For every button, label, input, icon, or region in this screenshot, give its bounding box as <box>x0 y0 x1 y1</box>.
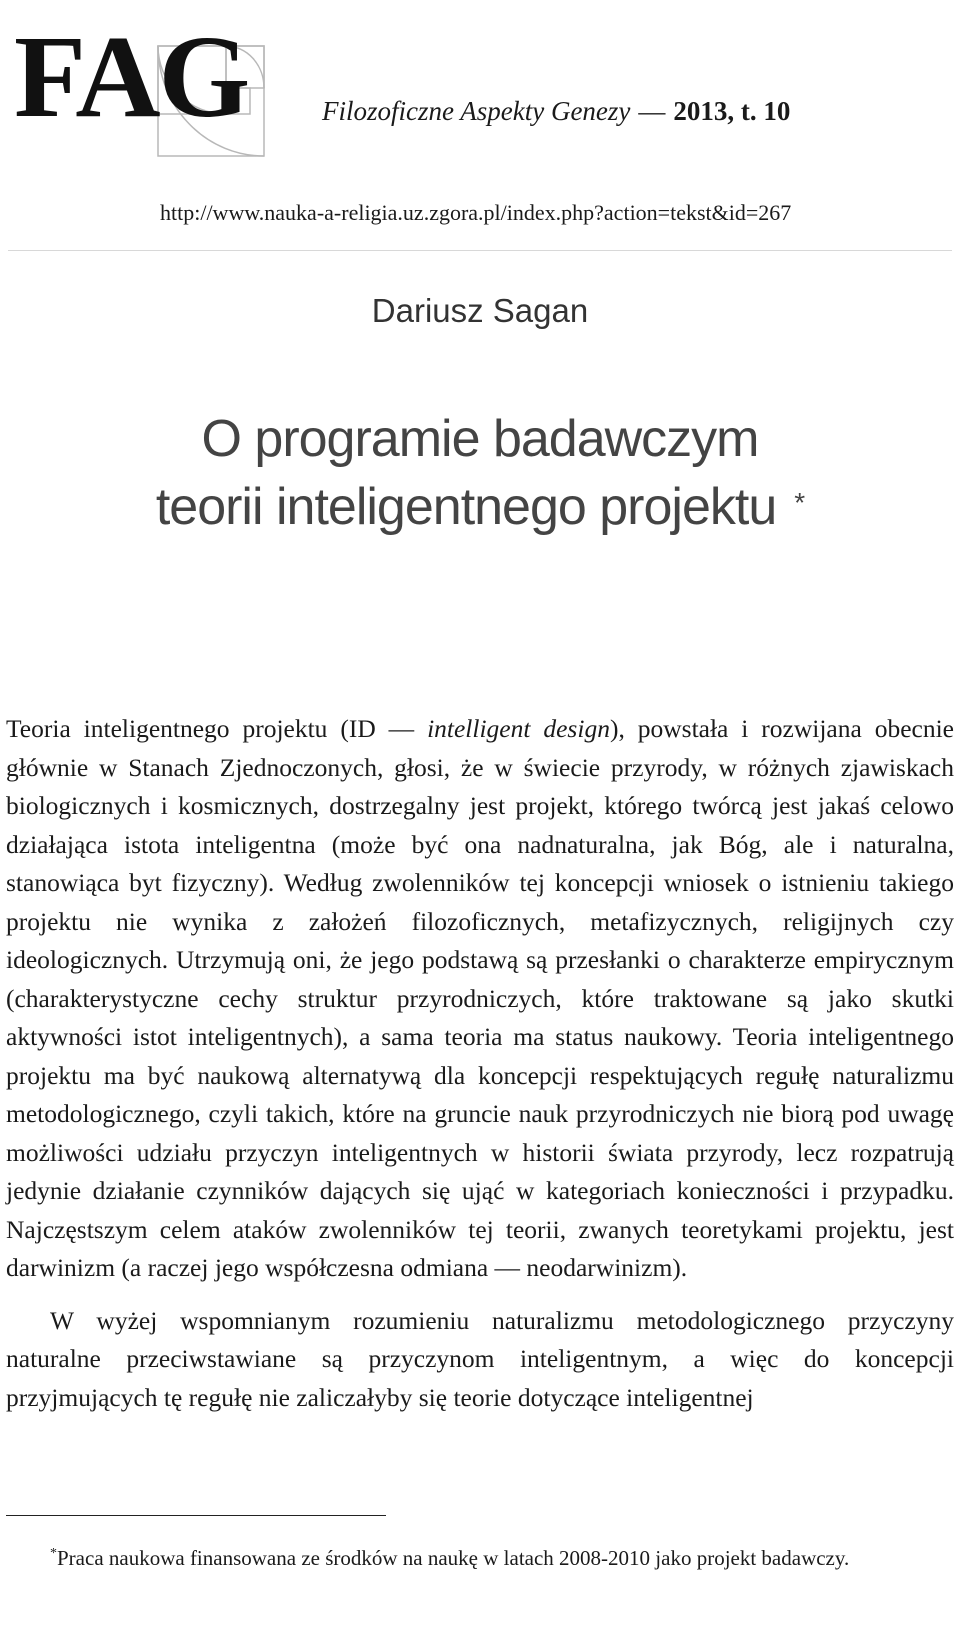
journal-citation <box>322 96 942 127</box>
title-line-2 <box>0 473 960 541</box>
paragraph-2: W wyżej wspomnianym rozumieniu naturalizmu metodologicznego przyczyny naturalne przeciwstawiane są przyczynom inteligentnym, a więc do koncepcji przyjmujących tę regułę nie zaliczałyby się teorie dotyczące inteligentnej <box>6 1305 954 1412</box>
paragraph-1 <box>6 710 954 1288</box>
journal-name: Filozoficzne Aspekty Genezy <box>322 96 631 126</box>
article-url[interactable]: http://www.nauka-a-religia.uz.zgora.pl/index.php?action=tekst&id=267 <box>160 200 792 225</box>
footnote-marker: * <box>50 1546 57 1561</box>
article-body <box>6 710 954 1417</box>
title-footnote-marker[interactable]: * <box>794 487 805 518</box>
paragraph-1-start: Teoria inteligentnego projektu (ID — <box>6 714 428 743</box>
paragraph-1-rest: ), powstała i rozwijana obecnie głównie w Stanach Zjednoczonych, głosi, że w świecie przyrody, w różnych zjawiskach biologicznych i kosmicznych, dostrzegalny jest projekt, którego twórcą jest jakaś celowo działająca istota inteligentna (może być ona nadnaturalna, jak Bóg, ale i naturalna, stanowiąca byt fizyczny). Według zwolenników tej koncepcji wniosek o istnieniu takiego projektu nie wynika z założeń filozoficznych, metafizycznych, religijnych czy ideologicznych. Utrzymują oni, że jego podstawą są przesłanki o charakterze empirycznym (charakterystyczne cechy struktur przyrodniczych, które traktowane są jako skutki aktywności istot inteligentnych), a sama teoria ma status naukowy. Teoria inteligentnego projektu ma być naukową alternatywą dla koncepcji respektujących regułę naturalizmu metodologicznego, czyli takich, które na gruncie nauk przyrodniczych nie biorą pod uwagę możliwości udziału przyczyn inteligentnych w historii świata przyrody, lecz rozpatrują jedynie działanie czynników dających się ująć w kategoriach konieczności i przypadku. Najczęstszym celem ataków zwolenników tej teorii, zwanych teoretykami projektu, jest darwinizm (a raczej jego współczesna odmiana — neodarwinizm). <box>6 714 955 1282</box>
year-volume: 2013, t. 10 <box>673 96 791 126</box>
paragraph-1-italic: intelligent design <box>427 714 610 743</box>
footnote-text: Praca naukowa finansowana ze środków na naukę w latach 2008-2010 jako projekt badawczy. <box>57 1546 850 1570</box>
footnote-divider <box>6 1515 386 1516</box>
logo-text: FAG <box>14 11 249 142</box>
citation-dash: — <box>638 96 666 126</box>
article-title <box>0 405 960 541</box>
footnote <box>6 1538 950 1574</box>
title-line-2-text: teorii inteligentnego projektu <box>155 478 777 536</box>
author-name: Dariusz Sagan <box>371 292 589 329</box>
journal-logo <box>8 4 276 164</box>
title-line-1: O programie badawczym <box>201 410 759 468</box>
header-divider <box>8 250 952 251</box>
